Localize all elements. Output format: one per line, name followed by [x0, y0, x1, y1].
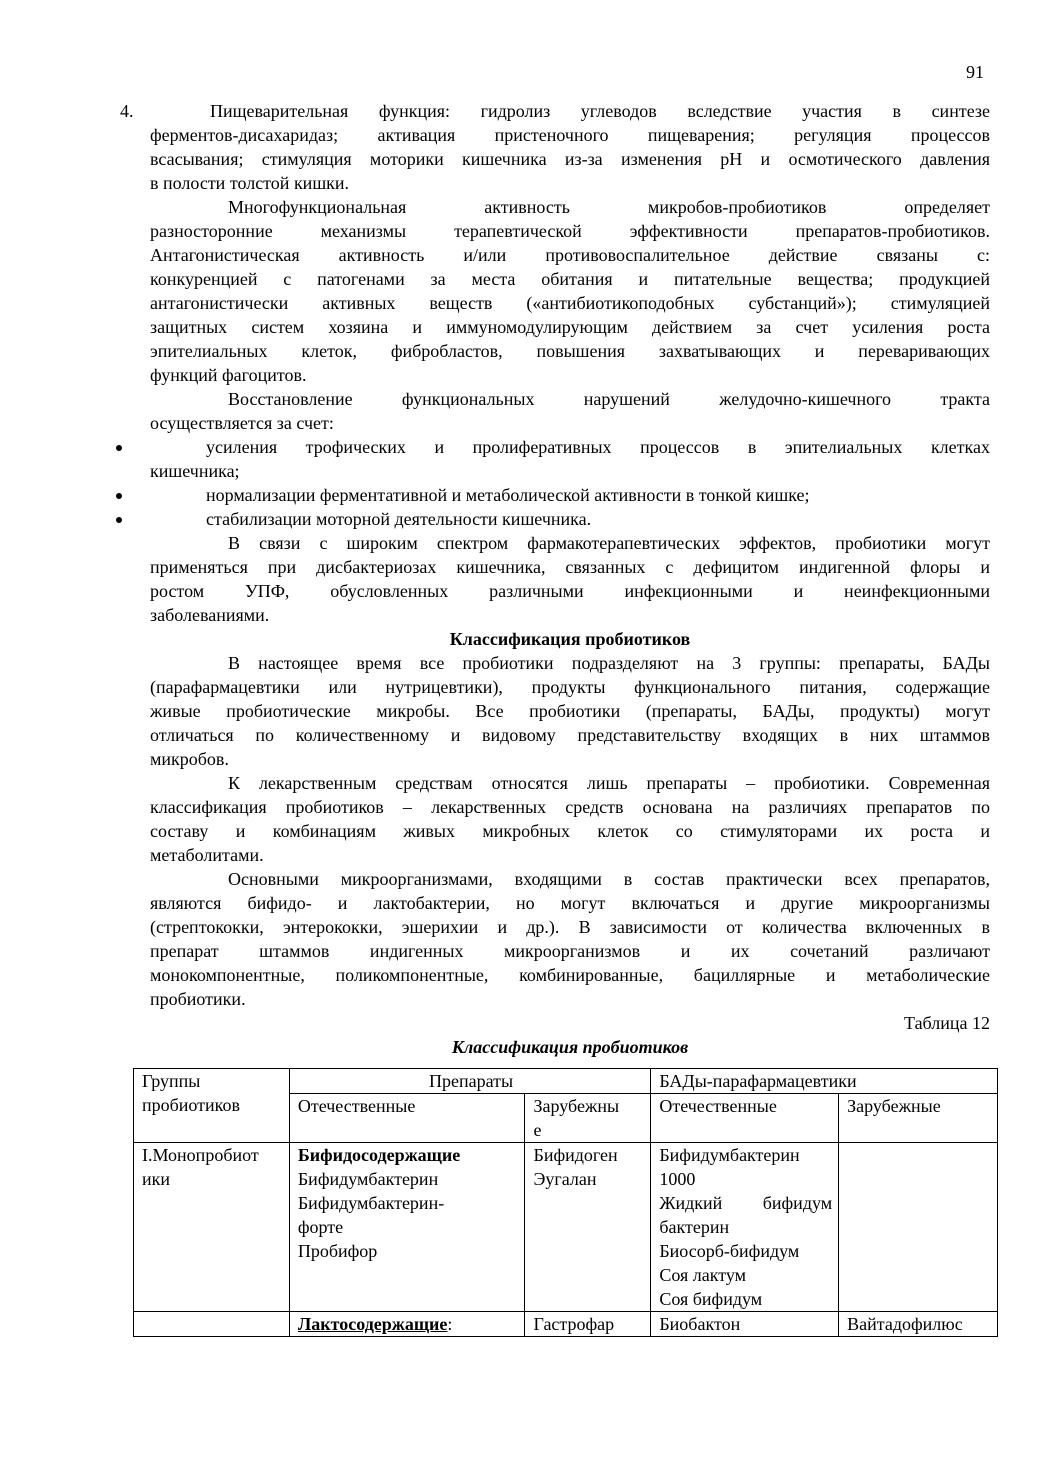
page-body [120, 99, 990, 1059]
cell-domestic-supplements: Биобактон [651, 1312, 839, 1337]
paragraph-restoration [120, 387, 990, 435]
text-line: препарат штаммов индигенных микроорганизмов и их сочетаний различают [150, 941, 990, 961]
text-line: нормализации ферментативной и метаболической активности в тонкой кишке; [206, 485, 810, 505]
text-line: всасывания; стимуляция моторики кишечника из-за изменения pH и осмотического давления [150, 149, 990, 169]
text-line: конкуренцией с патогенами за места обитания и питательные вещества; продукцией [150, 269, 990, 289]
cell-group [134, 1312, 290, 1337]
text-line: являются бифидо- и лактобактерии, но могут включаться и другие микроорганизмы [150, 893, 990, 913]
text-line: Многофункциональная активность микробов-пробиотиков определяет [228, 197, 990, 217]
header-groups: Группы пробиотиков [134, 1069, 290, 1143]
item-number: 4. [120, 101, 134, 121]
text-line: Восстановление функциональных нарушений желудочно-кишечного тракта [228, 389, 990, 409]
paragraph-groups [120, 651, 990, 771]
text-line: эпителиальных клеток, фибробластов, повышения захватывающих и переваривающих [150, 341, 990, 361]
cell-domestic-drugs: Лактосодержащие: [289, 1312, 525, 1337]
text-line: функций фагоцитов. [150, 365, 307, 385]
probiotics-table [133, 1068, 998, 1337]
bullet-icon [116, 517, 122, 523]
text-line: (стрептококки, энтерококки, эшерихии и др.). В зависимости от количества включенных в [150, 917, 990, 937]
header-domestic-drugs: Отечественные [289, 1094, 525, 1143]
text-line: Пищеварительная функция: гидролиз углеводов вследствие участия в синтезе [210, 101, 990, 121]
paragraph-drugs [120, 771, 990, 867]
header-foreign-drugs: Зарубежны е [525, 1094, 651, 1143]
bullet-item [120, 507, 990, 531]
header-foreign-supplements: Зарубежные [839, 1094, 998, 1143]
text-line: (парафармацевтики или нутрицевтики), продукты функционального питания, содержащие [150, 677, 990, 697]
text-line: Антагонистическая активность и/или противовоспалительное действие связаны с: [150, 245, 990, 265]
text-line: пробиотики. [150, 989, 246, 1009]
bullet-icon [116, 445, 122, 451]
paragraph-multifunctional [120, 195, 990, 387]
section-heading: Классификация пробиотиков [449, 629, 691, 649]
cell-domestic-supplements: Бифидумбактерин 1000 Жидкий бифидум бактерин Биосорб-бифидум Соя лактум Соя бифидум [651, 1143, 839, 1312]
text-line: К лекарственным средствам относятся лишь препараты – пробиотики. Современная [228, 773, 990, 793]
text-line: стабилизации моторной деятельности кишечника. [206, 509, 592, 529]
bullet-item [120, 435, 990, 483]
text-line: применяться при дисбактериозах кишечника, связанных с дефицитом индигенной флоры и [150, 557, 990, 577]
text-line: монокомпонентные, поликомпонентные, комбинированные, бациллярные и метаболические [150, 965, 990, 985]
table-title: Классификация пробиотиков [451, 1037, 689, 1057]
text-line: отличаться по количественному и видовому представительству входящих в них штаммов [150, 725, 990, 745]
text-line: усиления трофических и пролиферативных процессов в эпителиальных клетках [206, 437, 990, 457]
table-row [134, 1143, 998, 1312]
text-line: кишечника; [150, 461, 240, 481]
numbered-item-4 [120, 99, 990, 195]
text-line: в полости толстой кишки. [150, 173, 350, 193]
bullet-icon [116, 493, 122, 499]
text-line: осуществляется за счет: [150, 413, 334, 433]
table-header-row [134, 1069, 998, 1094]
table-number: Таблица 12 [904, 1013, 990, 1033]
paragraph-microorganisms [120, 867, 990, 1011]
text-line: метаболитами. [150, 845, 264, 865]
text-line: В настоящее время все пробиотики подразделяют на 3 группы: препараты, БАДы [228, 653, 990, 673]
text-line: В связи с широким спектром фармакотерапевтических эффектов, пробиотики могут [228, 533, 990, 553]
header-bady: БАДы-парафармацевтики [651, 1069, 998, 1094]
text-line: классификация пробиотиков – лекарственных средств основана на различиях препаратов по [150, 797, 990, 817]
text-line: ферментов-дисахаридаз; активация пристеночного пищеварения; регуляция процессов [150, 125, 990, 145]
table-row [134, 1312, 998, 1337]
bullet-item [120, 483, 990, 507]
header-preparaty: Препараты [289, 1069, 650, 1094]
text-line: микробов. [150, 749, 229, 769]
text-line: Основными микроорганизмами, входящими в состав практически всех препаратов, [228, 869, 990, 889]
text-line: заболеваниями. [150, 605, 270, 625]
text-line: антагонистически активных веществ («антибиотикоподобных субстанций»); стимуляцией [150, 293, 990, 313]
text-line: живые пробиотические микробы. Все пробиотики (препараты, БАДы, продукты) могут [150, 701, 990, 721]
cell-foreign-drugs: Бифидоген Эугалан [525, 1143, 651, 1312]
text-line: разносторонние механизмы терапевтической эффективности препаратов-пробиотиков. [150, 221, 990, 241]
page-number: 91 [966, 62, 984, 82]
cell-foreign-drugs: Гастрофар [525, 1312, 651, 1337]
text-line: защитных систем хозяина и иммуномодулирующим действием за счет усиления роста [150, 317, 990, 337]
text-line: составу и комбинациям живых микробных клеток со стимуляторами их роста и [150, 821, 990, 841]
cell-group: I.Монопробиот ики [134, 1143, 290, 1312]
cell-foreign-supplements [839, 1143, 998, 1312]
header-domestic-supplements: Отечественные [651, 1094, 839, 1143]
paragraph-effects [120, 531, 990, 627]
cell-domestic-drugs: Бифидосодержащие Бифидумбактерин Бифидумбактерин- форте Пробифор [289, 1143, 525, 1312]
text-line: ростом УПФ, обусловленных различными инфекционными и неинфекционными [150, 581, 990, 601]
cell-foreign-supplements: Вайтадофилюс [839, 1312, 998, 1337]
